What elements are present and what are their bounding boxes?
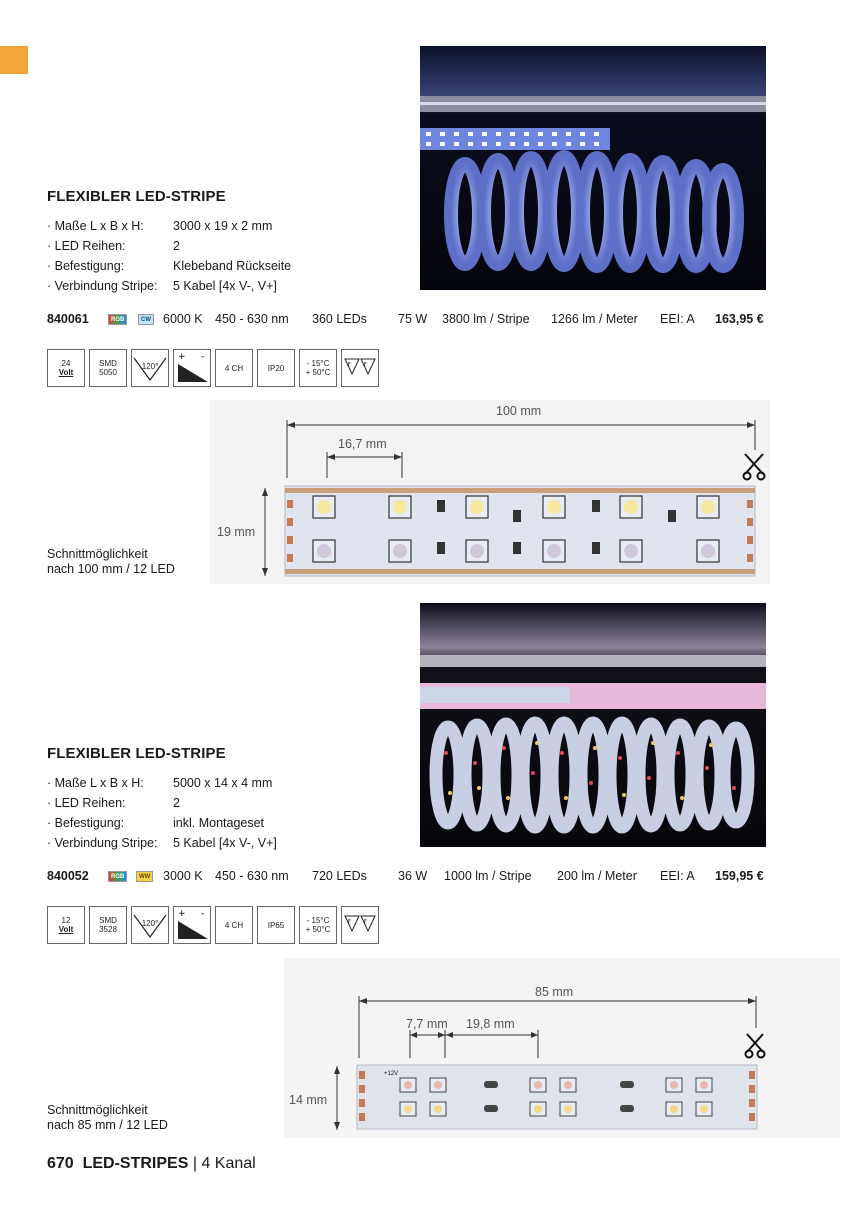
spec-value: 2 xyxy=(173,239,180,253)
svg-text:-: - xyxy=(201,909,205,919)
furniture-mark-icon xyxy=(341,349,379,387)
voltage-icon xyxy=(47,906,85,944)
cut-caption xyxy=(47,547,175,577)
strip-width-label: 14 mm xyxy=(289,1093,328,1107)
cw-badge: CW xyxy=(138,314,154,325)
spec-value: 5 Kabel [4x V-, V+] xyxy=(173,279,277,293)
svg-text:+: + xyxy=(178,352,186,362)
price: 163,95 € xyxy=(715,312,764,326)
page-footer xyxy=(47,1155,256,1173)
temperature-icon xyxy=(299,906,337,944)
dimmable-icon xyxy=(173,906,211,944)
beam-angle: 120° xyxy=(141,361,159,371)
furniture-mark-icon xyxy=(341,906,379,944)
color-temperature: 6000 K xyxy=(163,312,203,326)
dimmable-icon xyxy=(173,349,211,387)
spec-value: inkl. Montageset xyxy=(173,816,265,830)
spec-connection xyxy=(47,833,277,853)
spec-led-rows xyxy=(47,236,291,256)
cut-caption-line2: nach 100 mm / 12 LED xyxy=(47,562,175,576)
lumen-stripe: 3800 lm / Stripe xyxy=(442,312,530,326)
voltage-value: 24 xyxy=(61,359,71,368)
led-count: 360 LEDs xyxy=(312,312,367,326)
channel-label: 4 CH xyxy=(224,363,244,373)
page-number: 670 xyxy=(47,1155,74,1172)
voltage-icon xyxy=(47,349,85,387)
ip-rating-icon xyxy=(257,349,295,387)
smd-icon xyxy=(89,349,127,387)
cut-diagram-1 xyxy=(210,400,770,584)
product-title: FLEXIBLER LED-STRIPE xyxy=(47,745,226,762)
ip-rating-icon xyxy=(257,906,295,944)
spec-list xyxy=(47,773,277,853)
segment-length-label: 7,7 mm xyxy=(406,1017,448,1031)
total-length-label: 85 mm xyxy=(535,985,574,999)
article-number: 840061 xyxy=(47,312,89,326)
beam-angle-icon xyxy=(131,906,169,944)
rgb-badge: RGB xyxy=(108,314,127,325)
spec-value: 5000 x 14 x 4 mm xyxy=(173,776,273,790)
spec-value: 2 xyxy=(173,796,180,810)
product-title: FLEXIBLER LED-STRIPE xyxy=(47,188,226,205)
cut-caption xyxy=(47,1103,168,1133)
ip-rating: IP20 xyxy=(267,363,285,373)
spec-value: Klebeband Rückseite xyxy=(173,259,292,273)
smd-label: SMD xyxy=(99,916,117,925)
spec-label: · Befestigung: xyxy=(47,816,125,830)
product-info-line xyxy=(47,312,777,328)
voltage-unit: Volt xyxy=(58,925,74,934)
spec-dimensions xyxy=(47,773,277,793)
power: 75 W xyxy=(398,312,428,326)
led-count: 720 LEDs xyxy=(312,869,367,883)
feature-icons xyxy=(47,906,379,944)
price: 159,95 € xyxy=(715,869,764,883)
cut-caption-line1: Schnittmöglichkeit xyxy=(47,1103,148,1117)
lumen-meter: 1266 lm / Meter xyxy=(551,312,638,326)
footer-separator: | xyxy=(192,1155,197,1172)
feature-icons xyxy=(47,349,379,387)
spec-label: · Verbindung Stripe: xyxy=(47,279,158,293)
spec-list xyxy=(47,216,291,296)
spec-dimensions xyxy=(47,216,291,236)
product-photo-1 xyxy=(420,46,766,290)
voltage-value: 12 xyxy=(61,916,71,925)
scissors-icon xyxy=(746,1034,765,1058)
svg-text:-: - xyxy=(201,352,205,362)
voltage-unit: Volt xyxy=(58,368,74,377)
temp-min: - 15°C xyxy=(306,916,330,925)
smd-icon xyxy=(89,906,127,944)
section-name: LED-STRIPES xyxy=(82,1155,189,1172)
spec-label: · LED Reihen: xyxy=(47,239,126,253)
ww-badge: WW xyxy=(136,871,153,882)
product-info-line xyxy=(47,869,777,885)
temp-max: + 50°C xyxy=(305,925,331,934)
spec-value: 3000 x 19 x 2 mm xyxy=(173,219,273,233)
svg-text:F: F xyxy=(348,362,351,368)
temp-max: + 50°C xyxy=(305,368,331,377)
cut-caption-line2: nach 85 mm / 12 LED xyxy=(47,1118,168,1132)
svg-text:+: + xyxy=(178,909,186,919)
section-tab-marker xyxy=(0,46,28,74)
spec-connection xyxy=(47,276,291,296)
temperature-icon xyxy=(299,349,337,387)
spec-label: · Maße L x B x H: xyxy=(47,776,144,790)
svg-text:F: F xyxy=(364,362,367,368)
strip-width-label: 19 mm xyxy=(217,525,256,539)
spec-label: · Befestigung: xyxy=(47,259,125,273)
power: 36 W xyxy=(398,869,428,883)
segment-length-label: 16,7 mm xyxy=(338,437,387,451)
scissors-icon xyxy=(744,454,765,480)
cut-caption-line1: Schnittmöglichkeit xyxy=(47,547,148,561)
spec-mounting xyxy=(47,256,291,276)
article-number: 840052 xyxy=(47,869,89,883)
energy-class: EEI: A xyxy=(660,312,695,326)
svg-text:F: F xyxy=(348,919,351,925)
wavelength: 450 - 630 nm xyxy=(215,869,289,883)
led-spacing-label: 19,8 mm xyxy=(466,1017,515,1031)
ip-rating: IP65 xyxy=(267,920,285,930)
total-length-label: 100 mm xyxy=(496,404,542,418)
lumen-stripe: 1000 lm / Stripe xyxy=(444,869,532,883)
svg-text:F: F xyxy=(364,919,367,925)
beam-angle-icon xyxy=(131,349,169,387)
smd-type: 3528 xyxy=(99,925,117,934)
spec-label: · Maße L x B x H: xyxy=(47,219,144,233)
product-photo-2 xyxy=(420,603,766,847)
wavelength: 450 - 630 nm xyxy=(215,312,289,326)
channel-label: 4 CH xyxy=(224,920,244,930)
section-subtitle: 4 Kanal xyxy=(201,1155,256,1172)
spec-led-rows xyxy=(47,793,277,813)
cut-diagram-2 xyxy=(284,958,840,1138)
energy-class: EEI: A xyxy=(660,869,695,883)
spec-value: 5 Kabel [4x V-, V+] xyxy=(173,836,277,850)
rgb-badge: RGB xyxy=(108,871,127,882)
spec-label: · LED Reihen: xyxy=(47,796,126,810)
channel-icon xyxy=(215,906,253,944)
temp-min: - 15°C xyxy=(306,359,330,368)
smd-label: SMD xyxy=(99,359,117,368)
channel-icon xyxy=(215,349,253,387)
beam-angle: 120° xyxy=(141,918,159,928)
voltage-marking: +12V xyxy=(384,1071,399,1077)
color-temperature: 3000 K xyxy=(163,869,203,883)
spec-mounting xyxy=(47,813,277,833)
lumen-meter: 200 lm / Meter xyxy=(557,869,637,883)
smd-type: 5050 xyxy=(99,368,117,377)
spec-label: · Verbindung Stripe: xyxy=(47,836,158,850)
